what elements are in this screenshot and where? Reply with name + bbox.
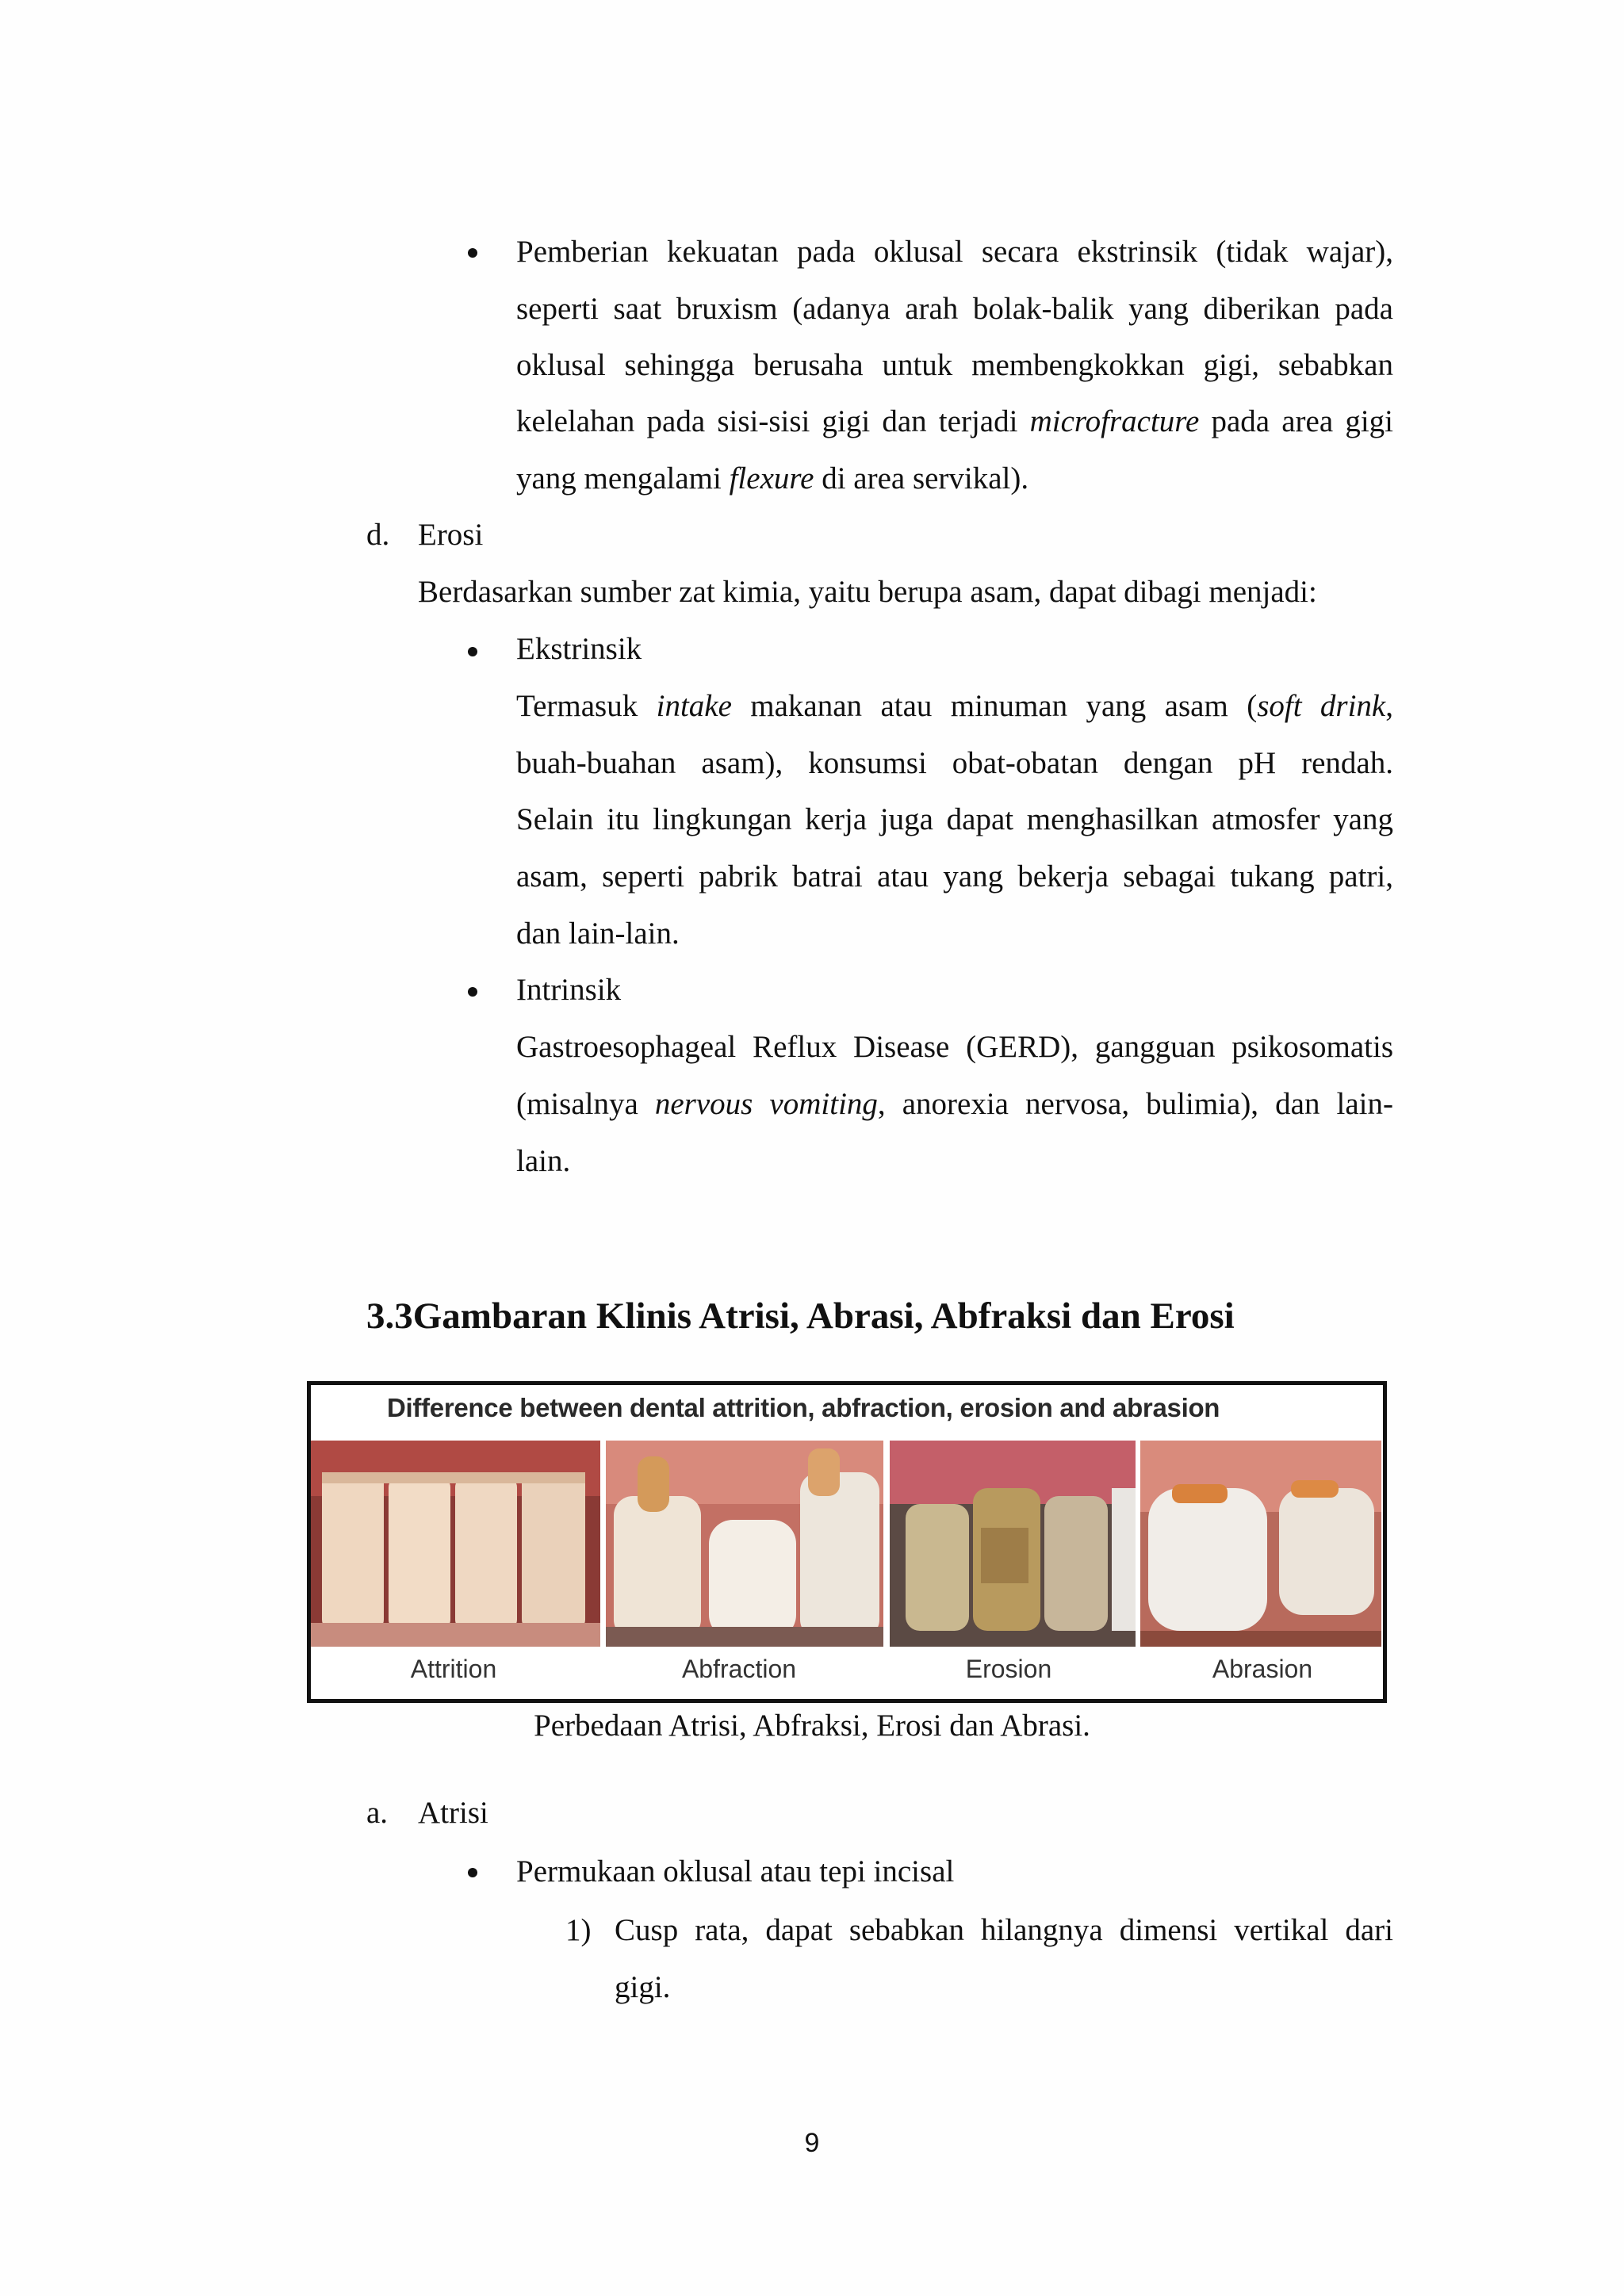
paragraph-line: Selain itu lingkungan kerja juga dapat menghasilkan atmosfer yang [516,802,1393,836]
attrition-photo [311,1441,600,1647]
comparison-figure [307,1381,1387,1703]
bullet-label: Permukaan oklusal atau tepi incisal [516,1854,955,1888]
paragraph-line: oklusal sehingga berusaha untuk membengkokkan gigi, sebabkan [516,348,1393,382]
paragraph-line: gigi. [615,1970,671,2004]
figure-label: Abfraction [681,1655,797,1683]
bullet-dot [468,987,477,997]
paragraph-line: Pemberian kekuatan pada oklusal secara ekstrinsik (tidak wajar), [516,235,1393,269]
figure-label: Attrition [410,1655,497,1683]
paragraph-line: yang mengalami flexure di area servikal). [516,461,1029,496]
paragraph-line: Termasuk intake makanan atau minuman yang asam (soft drink, [516,689,1393,723]
paragraph-line: lain. [516,1144,571,1178]
bullet-dot [468,1868,477,1877]
section-heading: 3.3Gambaran Klinis Atrisi, Abrasi, Abfraksi dan Erosi [366,1295,1235,1337]
bullet-label: Intrinsik [516,973,622,1007]
abrasion-photo [1140,1441,1381,1647]
subsection-heading: Atrisi [418,1796,488,1830]
paragraph-line: Gastroesophageal Reflux Disease (GERD), gangguan psikosomatis [516,1030,1393,1064]
bullet-dot [468,248,477,258]
paragraph-line: buah-buahan asam), konsumsi obat-obatan dengan pH rendah. [516,746,1393,780]
page-number: 9 [804,2128,820,2158]
numbered-marker: 1) [565,1913,592,1947]
bullet-label: Ekstrinsik [516,632,642,666]
paragraph-line: asam, seperti pabrik batrai atau yang bekerja sebagai tukang patri, [516,859,1393,894]
list-marker: d. [366,518,390,552]
bullet-dot [468,647,477,656]
abfraction-photo [606,1441,883,1647]
paragraph-line: dan lain-lain. [516,916,680,951]
paragraph-line: seperti saat bruxism (adanya arah bolak-balik yang diberikan pada [516,292,1393,326]
figure-caption: Perbedaan Atrisi, Abfraksi, Erosi dan Abrasi. [534,1709,1090,1743]
erosion-photo [890,1441,1136,1647]
figure-label: Erosion [965,1655,1052,1683]
paragraph-line: Cusp rata, dapat sebabkan hilangnya dimensi vertikal dari [615,1913,1393,1947]
paragraph-line: (misalnya nervous vomiting, anorexia nervosa, bulimia), dan lain- [516,1087,1393,1121]
figure-title: Difference between dental attrition, abfraction, erosion and abrasion [387,1393,1220,1422]
paragraph-line: Berdasarkan sumber zat kimia, yaitu berupa asam, dapat dibagi menjadi: [418,575,1317,609]
figure-label: Abrasion [1212,1655,1313,1683]
list-marker: a. [366,1796,389,1830]
paragraph-line: kelelahan pada sisi-sisi gigi dan terjadi microfracture pada area gigi [516,404,1393,438]
subsection-heading: Erosi [418,518,484,552]
